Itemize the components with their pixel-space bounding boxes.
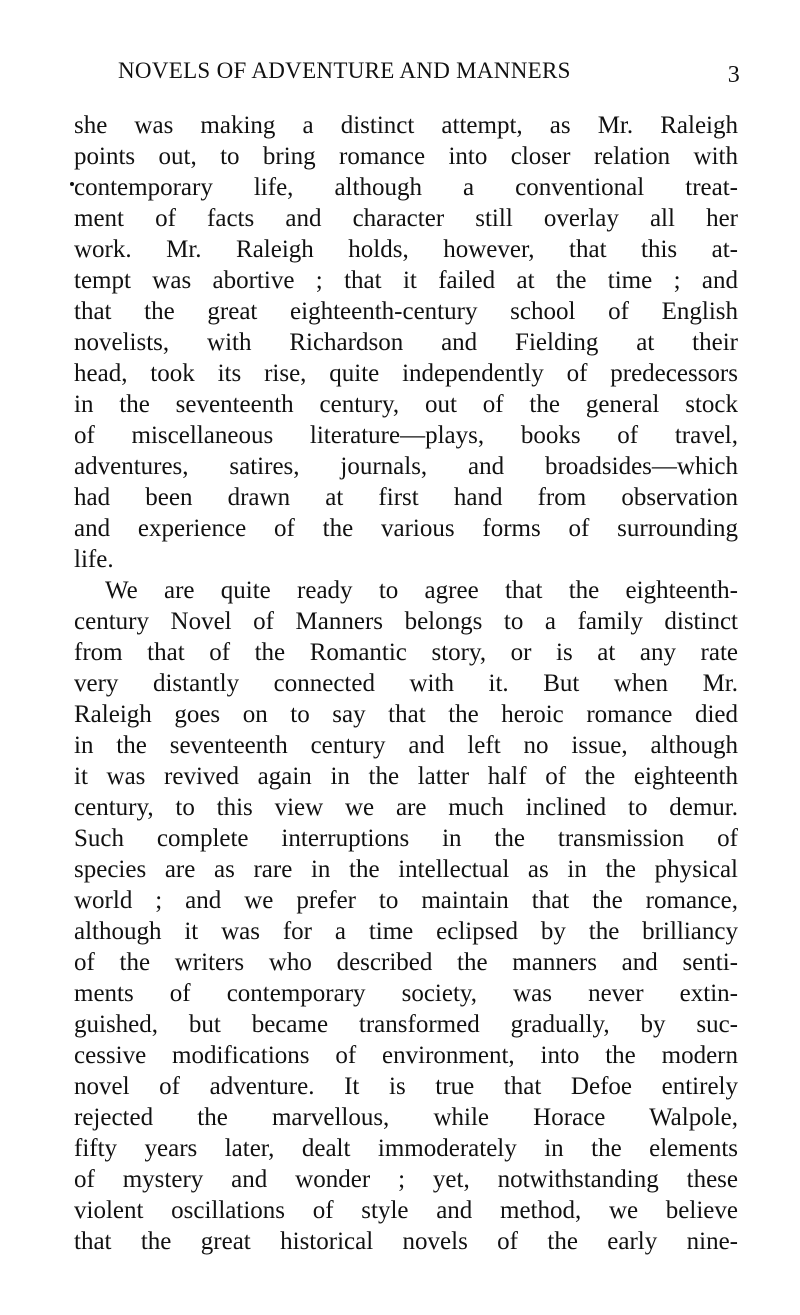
text-line: century, to this view we are much inclined to demur.: [74, 794, 738, 821]
running-title: NOVELS OF ADVENTURE AND MANNERS: [118, 58, 571, 83]
page-number: 3: [727, 62, 740, 88]
page-header: [118, 58, 740, 90]
text-line: in the seventeenth century, out of the general stock: [74, 391, 738, 418]
text-line: Raleigh goes on to say that the heroic romance died: [74, 701, 738, 728]
text-line: it was revived again in the latter half of the eighteenth: [74, 763, 738, 790]
text-line: of the writers who described the manners and senti-: [74, 949, 738, 976]
text-line: that the great eighteenth-century school of English: [74, 298, 738, 325]
text-line: very distantly connected with it. But when Mr.: [74, 670, 738, 697]
paragraph-2: [74, 575, 738, 1257]
text-line: in the seventeenth century and left no issue, although: [74, 732, 738, 759]
text-line: had been drawn at first hand from observation: [74, 484, 738, 511]
paragraph-1: [74, 110, 738, 575]
text-line: We are quite ready to agree that the eighteenth-: [105, 577, 738, 604]
text-line: violent oscillations of style and method, we believe: [74, 1197, 738, 1224]
text-line: of mystery and wonder ; yet, notwithstanding these: [74, 1166, 738, 1193]
text-line: ments of contemporary society, was never extin-: [74, 980, 738, 1007]
text-line: head, took its rise, quite independently of predecessors: [74, 360, 738, 387]
text-line: she was making a distinct attempt, as Mr. Raleigh: [74, 112, 738, 139]
text-line: points out, to bring romance into closer relation with: [74, 143, 738, 170]
text-line: novel of adventure. It is true that Defoe entirely: [74, 1073, 738, 1100]
text-line: ment of facts and character still overlay all her: [74, 205, 738, 232]
text-line: Such complete interruptions in the transmission of: [74, 825, 738, 852]
text-line: and experience of the various forms of surrounding: [74, 515, 738, 542]
text-line: adventures, satires, journals, and broadsides—which: [74, 453, 738, 480]
text-line: world ; and we prefer to maintain that the romance,: [74, 887, 738, 914]
text-line: that the great historical novels of the early nine-: [74, 1228, 738, 1255]
text-line: fifty years later, dealt immoderately in the elements: [74, 1135, 738, 1162]
text-line: although it was for a time eclipsed by the brilliancy: [74, 918, 738, 945]
text-line: contemporary life, although a conventional treat-: [74, 174, 738, 201]
text-line: from that of the Romantic story, or is at any rate: [74, 639, 738, 666]
text-line: novelists, with Richardson and Fielding at their: [74, 329, 738, 356]
text-line: work. Mr. Raleigh holds, however, that this at-: [74, 236, 738, 263]
text-line: tempt was abortive ; that it failed at the time ; and: [74, 267, 738, 294]
text-line: cessive modifications of environment, into the modern: [74, 1042, 738, 1069]
text-line: species are as rare in the intellectual as in the physical: [74, 856, 738, 883]
text-line: rejected the marvellous, while Horace Walpole,: [74, 1104, 738, 1131]
text-line: century Novel of Manners belongs to a family distinct: [74, 608, 738, 635]
text-line: life.: [74, 546, 114, 573]
body-text: [74, 110, 738, 1257]
text-line: guished, but became transformed gradually, by suc-: [74, 1011, 738, 1038]
text-line: of miscellaneous literature—plays, books of travel,: [74, 422, 738, 449]
